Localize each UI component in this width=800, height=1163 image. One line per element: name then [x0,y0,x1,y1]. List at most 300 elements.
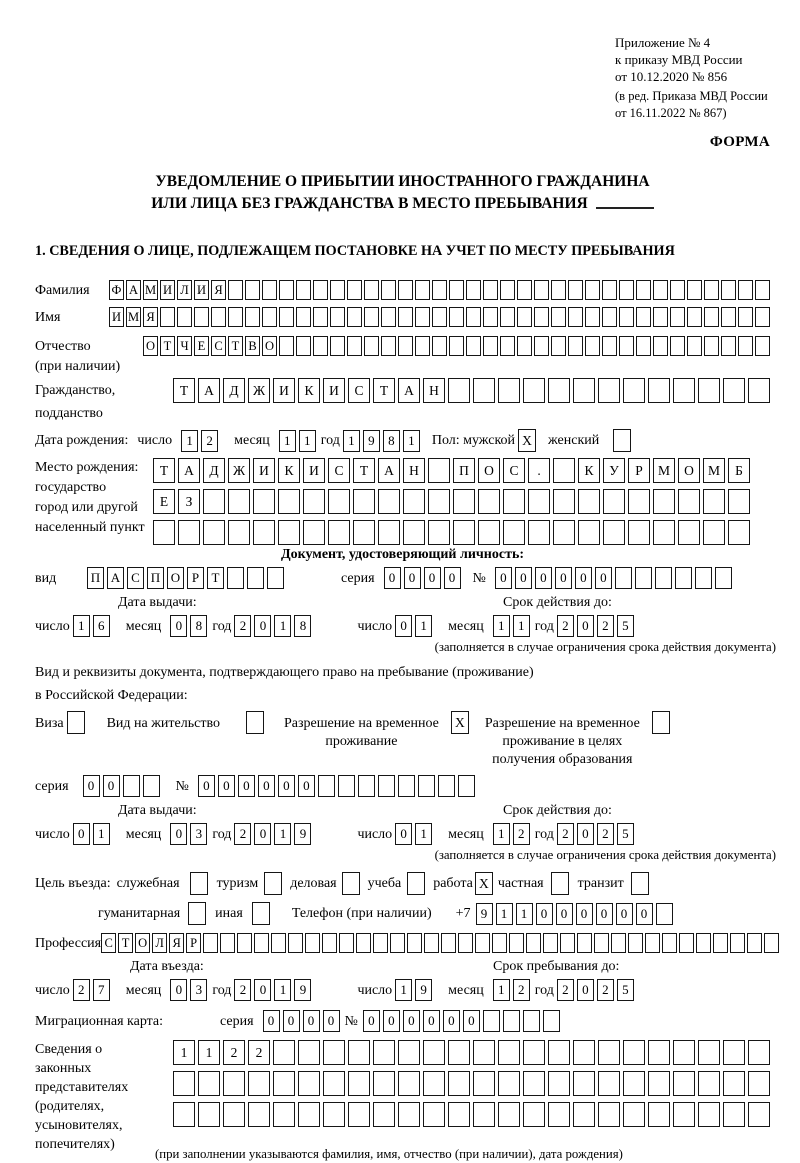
char-cell [553,458,575,483]
char-cell [237,933,252,953]
char-cell: 0 [395,615,412,637]
char-cell [528,489,550,514]
char-cell [267,567,284,589]
char-cell [738,307,753,327]
char-cell: О [478,458,500,483]
purpose-tourism-checkbox [264,872,282,895]
purpose-business-label: деловая [290,876,337,891]
char-cell: 0 [170,615,187,637]
char-cell [603,489,625,514]
char-cell [298,1071,320,1096]
char-cell [578,489,600,514]
char-cell [473,1102,495,1127]
char-cell: Я [169,933,184,953]
representatives-label-3: представителях [35,1080,129,1095]
char-cell [428,458,450,483]
patronymic-note: (при наличии) [35,359,121,374]
char-cell [448,378,470,403]
char-cell [198,1071,220,1096]
migration-series-cells [263,1010,340,1032]
char-cell [483,280,498,300]
revision-line-1: (в ред. Приказа МВД России [615,89,768,103]
char-cell [679,933,694,953]
char-cell: Т [160,336,175,356]
char-cell: X [475,872,493,895]
char-cell: 1 [513,615,530,637]
char-cell [498,1102,520,1127]
char-cell: 1 [343,430,360,452]
char-cell [328,489,350,514]
char-cell: О [262,336,277,356]
char-cell [517,280,532,300]
char-cell [678,520,700,545]
char-cell [730,933,745,953]
residence-series-cells [83,775,160,797]
char-cell [347,336,362,356]
char-cell [364,336,379,356]
representatives-label-5: усыновителях, [35,1118,123,1133]
char-cell: 2 [597,979,614,1001]
char-cell [526,933,541,953]
char-cell [721,336,736,356]
identity-doc-date-headers [35,595,770,612]
day-label: число [35,826,70,842]
char-cell: А [107,567,124,589]
month-label: месяц [234,433,270,448]
char-cell: Т [153,458,175,483]
char-cell [755,307,770,327]
char-cell: О [678,458,700,483]
year-label: год [320,433,340,448]
char-cell [348,1102,370,1127]
patronymic-cells [143,336,770,356]
residence-series-label: серия [35,778,69,794]
char-cell [203,933,218,953]
char-cell: 0 [555,567,572,589]
char-cell [551,336,566,356]
char-cell [318,775,335,797]
sex-male-checkbox [518,429,536,452]
birth-place-cells-2 [153,489,750,514]
residence-number-label: № [175,778,189,794]
char-cell [655,567,672,589]
legal-header [615,34,800,122]
char-cell: 1 [516,903,533,925]
char-cell [523,1071,545,1096]
char-cell: 0 [170,979,187,1001]
char-cell [652,711,670,734]
char-cell [675,567,692,589]
char-cell: Т [373,378,395,403]
char-cell [560,933,575,953]
char-cell: 1 [73,615,90,637]
char-cell [423,1071,445,1096]
char-cell: . [528,458,550,483]
char-cell [598,1102,620,1127]
residence-date-headers [35,803,770,820]
char-cell [503,1010,520,1032]
char-cell: 1 [496,903,513,925]
char-cell [636,307,651,327]
char-cell: О [167,567,184,589]
birth-place-labels [35,458,153,538]
char-cell: 2 [234,979,251,1001]
char-cell: 9 [294,979,311,1001]
char-cell [407,933,422,953]
char-cell [407,872,425,895]
char-cell [279,336,294,356]
char-cell: З [178,489,200,514]
char-cell [648,378,670,403]
day-label: число [357,618,393,634]
visa-checkbox [67,711,85,734]
char-cell: 0 [298,775,315,797]
char-cell: 1 [279,430,296,452]
patronymic-row [35,336,770,356]
char-cell [619,280,634,300]
given-name-label: Имя [35,309,61,325]
representatives-label-2: законных [35,1061,92,1076]
char-cell: Р [187,567,204,589]
char-cell: 0 [515,567,532,589]
char-cell: 9 [294,823,311,845]
char-cell [548,1040,570,1065]
doc-kind-cells [87,567,284,589]
char-cell [348,1071,370,1096]
char-cell: Р [186,933,201,953]
char-cell: X [451,711,469,734]
phone-label: Телефон (при наличии) [291,906,432,921]
char-cell [723,1102,745,1127]
char-cell [713,933,728,953]
char-cell [246,711,264,734]
char-cell [551,280,566,300]
char-cell [279,280,294,300]
char-cell [203,489,225,514]
char-cell [466,336,481,356]
char-cell: 2 [234,615,251,637]
char-cell: 0 [283,1010,300,1032]
char-cell: М [703,458,725,483]
char-cell [687,336,702,356]
doc-number-label: № [472,570,486,586]
char-cell [381,280,396,300]
residence-series-row [35,775,770,797]
char-cell: 9 [363,430,380,452]
year-label: год [534,826,554,842]
char-cell: Р [628,458,650,483]
order-date-line: от 10.12.2020 № 856 [615,69,728,84]
rvp-education-label-line-2: проживание в целях [502,734,623,749]
char-cell [598,1071,620,1096]
char-cell [687,280,702,300]
char-cell [173,1102,195,1127]
char-cell [398,307,413,327]
char-cell [703,489,725,514]
section-1-title: 1. СВЕДЕНИЯ О ЛИЦЕ, ПОДЛЕЖАЩЕМ ПОСТАНОВКЕ НА УЧЕТ ПО МЕСТУ ПРЕБЫВАНИЯ [35,243,675,259]
citizenship-label-bottom: подданство [35,406,103,421]
char-cell [424,933,439,953]
char-cell [568,336,583,356]
char-cell [373,1071,395,1096]
profession-cells [101,933,779,953]
char-cell [123,775,140,797]
char-cell [721,280,736,300]
char-cell [738,280,753,300]
issue-year-cells [234,615,311,637]
purpose-transit-label: транзит [577,876,624,891]
char-cell: 0 [535,567,552,589]
entry-day-cells [73,979,110,1001]
char-cell [698,378,720,403]
char-cell [378,520,400,545]
char-cell [278,489,300,514]
char-cell: И [303,458,325,483]
birth-date-label: Дата рождения: [35,433,129,448]
char-cell: 0 [556,903,573,925]
char-cell [373,1040,395,1065]
year-label: год [212,982,232,998]
char-cell [347,307,362,327]
char-cell: М [143,280,158,300]
visit-purpose-row-2 [35,902,770,925]
char-cell: У [603,458,625,483]
char-cell: 7 [93,979,110,1001]
char-cell [723,1071,745,1096]
month-label: месяц [448,618,484,634]
purpose-transit-checkbox [631,872,649,895]
migration-series-label: серия [220,1013,254,1029]
birth-day-cells [181,430,218,452]
char-cell: К [298,378,320,403]
char-cell: М [653,458,675,483]
char-cell [673,1102,695,1127]
char-cell [517,307,532,327]
char-cell: А [126,280,141,300]
char-cell [728,520,750,545]
representatives-label-1: Сведения о [35,1042,103,1057]
rvp-education-label-line-1: Разрешение на временное [484,716,640,731]
rvp-label-line-2: проживание [325,734,398,749]
char-cell [623,1102,645,1127]
char-cell: 2 [73,979,90,1001]
char-cell [262,280,277,300]
char-cell [738,336,753,356]
char-cell: Л [152,933,167,953]
char-cell: И [109,307,124,327]
valid-month-cells [493,823,530,845]
char-cell [728,489,750,514]
char-cell [704,336,719,356]
char-cell [636,336,651,356]
entry-month-cells [170,979,207,1001]
char-cell [573,378,595,403]
char-cell [364,307,379,327]
char-cell [653,280,668,300]
day-label: число [35,618,70,634]
char-cell [721,307,736,327]
char-cell [330,336,345,356]
identity-valid-date [357,615,633,637]
char-cell [747,933,762,953]
char-cell: 5 [617,615,634,637]
char-cell [628,489,650,514]
month-label: месяц [125,982,162,998]
char-cell: 0 [323,1010,340,1032]
char-cell: А [198,378,220,403]
char-cell: Л [177,280,192,300]
char-cell [264,872,282,895]
char-cell [648,1102,670,1127]
char-cell: К [278,458,300,483]
migration-number-cells [363,1010,560,1032]
char-cell [398,336,413,356]
char-cell [338,775,355,797]
char-cell: П [87,567,104,589]
year-label: год [534,982,554,998]
char-cell [223,1102,245,1127]
char-cell [602,336,617,356]
title-line-2: ИЛИ ЛИЦА БЕЗ ГРАЖДАНСТВА В МЕСТО ПРЕБЫВАНИЯ [35,193,770,215]
char-cell [188,902,206,925]
char-cell [373,1102,395,1127]
migration-card-label: Миграционная карта: [35,1013,164,1029]
doc-number-cells [495,567,732,589]
purpose-study-label: учеба [367,876,402,891]
char-cell: 1 [274,615,291,637]
citizenship-label-top: Гражданство, [35,383,116,398]
char-cell: 0 [198,775,215,797]
representatives-block [35,1040,770,1162]
char-cell [178,520,200,545]
char-cell: 0 [536,903,553,925]
birth-place-label-3: город или другой [35,500,138,515]
char-cell [448,1102,470,1127]
char-cell [483,307,498,327]
char-cell [473,1040,495,1065]
char-cell: Ч [177,336,192,356]
char-cell [553,520,575,545]
char-cell: 0 [577,979,594,1001]
purpose-private-checkbox [551,872,569,895]
char-cell [279,307,294,327]
char-cell [303,489,325,514]
char-cell: 1 [493,979,510,1001]
char-cell: 6 [93,615,110,637]
char-cell: 2 [513,979,530,1001]
visit-purpose-row-1 [35,872,770,895]
char-cell [288,933,303,953]
year-label: год [212,618,232,634]
char-cell [381,307,396,327]
char-cell: Н [423,378,445,403]
char-cell: 0 [254,615,271,637]
char-cell: 0 [443,1010,460,1032]
birth-place-cells-3 [153,520,750,545]
char-cell [573,1040,595,1065]
rvp-education-label [485,715,640,769]
char-cell [418,775,435,797]
char-cell [441,933,456,953]
char-cell [704,307,719,327]
char-cell: 0 [423,1010,440,1032]
char-cell: 2 [597,615,614,637]
char-cell [248,1102,270,1127]
char-cell [458,775,475,797]
char-cell [415,336,430,356]
char-cell [764,933,779,953]
char-cell [648,1040,670,1065]
representatives-cells-3 [173,1102,770,1127]
char-cell [503,520,525,545]
char-cell: 0 [404,567,421,589]
char-cell [534,280,549,300]
char-cell [619,336,634,356]
char-cell: 2 [248,1040,270,1065]
surname-cells [109,280,770,300]
char-cell: 0 [577,823,594,845]
char-cell: 0 [170,823,187,845]
char-cell [755,336,770,356]
char-cell [594,933,609,953]
char-cell [160,307,175,327]
char-cell [548,1102,570,1127]
migration-card-row [35,1010,770,1032]
residence-issue-title: Дата выдачи: [118,803,197,818]
char-cell [153,520,175,545]
char-cell [223,1071,245,1096]
char-cell: 2 [557,823,574,845]
identity-doc-dates-row [35,615,770,637]
char-cell: И [253,458,275,483]
purpose-tourism-label: туризм [216,876,259,891]
given-name-cells [109,307,770,327]
char-cell: О [143,336,158,356]
representatives-label-6: попечителях) [35,1137,115,1152]
char-cell [403,489,425,514]
purpose-official-label: служебная [116,876,180,891]
document-title [35,171,770,215]
char-cell [398,775,415,797]
valid-year-cells [557,823,634,845]
char-cell [432,280,447,300]
char-cell [551,872,569,895]
char-cell [173,1071,195,1096]
char-cell [613,429,631,452]
char-cell: 2 [513,823,530,845]
char-cell [296,307,311,327]
char-cell [298,1102,320,1127]
char-cell: 1 [299,430,316,452]
char-cell [342,872,360,895]
char-cell [748,378,770,403]
char-cell: 0 [595,567,612,589]
sex-female-label: женский [548,433,600,448]
valid-day-cells [395,615,432,637]
char-cell [528,520,550,545]
char-cell [653,307,668,327]
char-cell: 0 [575,567,592,589]
char-cell [551,307,566,327]
char-cell: 1 [403,430,420,452]
purpose-work-label: работа [433,876,473,891]
char-cell: 1 [181,430,198,452]
surname-label: Фамилия [35,282,90,298]
char-cell [248,1071,270,1096]
char-cell: П [453,458,475,483]
char-cell [449,307,464,327]
char-cell [696,933,711,953]
